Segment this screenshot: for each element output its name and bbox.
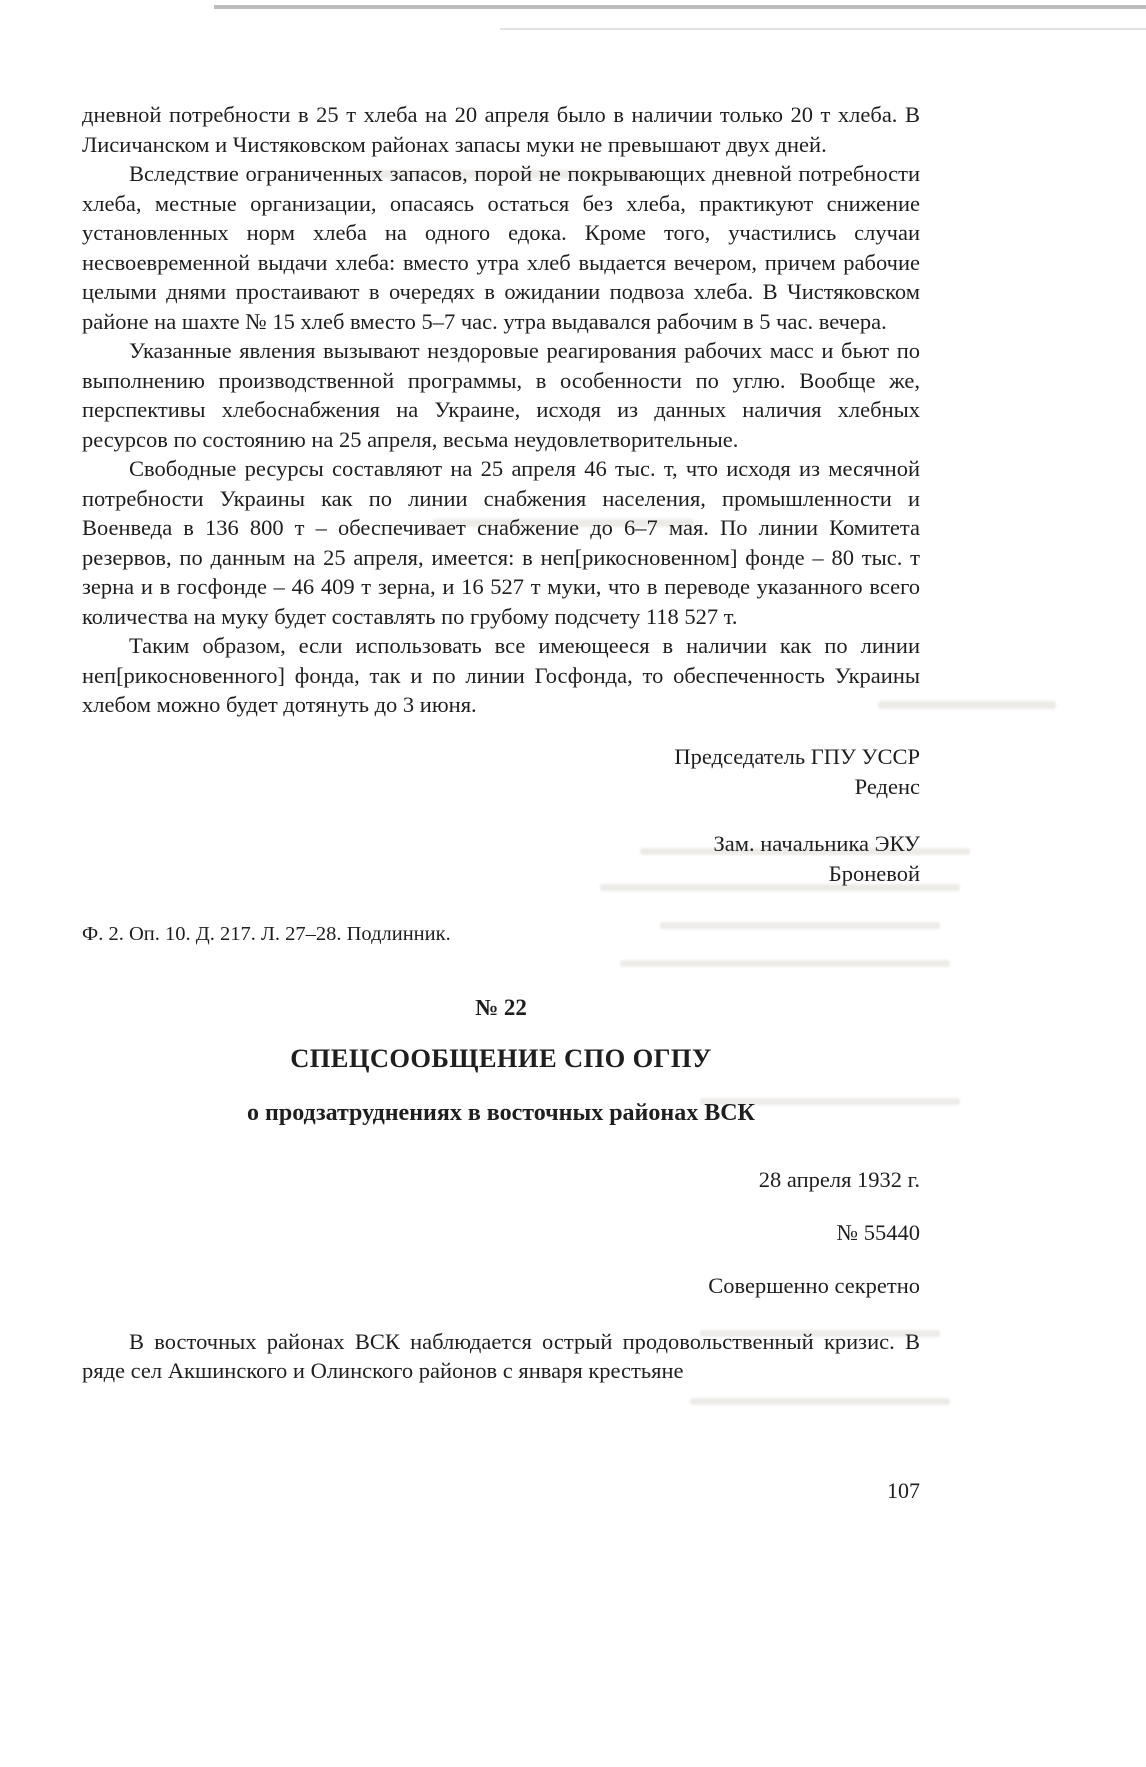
signature-title: Зам. начальника ЭКУ bbox=[713, 830, 920, 856]
paragraph: дневной потребности в 25 т хлеба на 20 апреля было в наличии только 20 т хлеба. В Лисичанском и Чистяковском районах запасы муки не превышают двух дней. bbox=[82, 102, 920, 157]
document-number-heading: № 22 bbox=[475, 994, 527, 1020]
paragraph: Свободные ресурсы составляют на 25 апреля 46 тыс. т, что исходя из месячной потребности Украины как по линии снабжения населения, промышленности и Военведа в 136 800 т – обеспечивает снабжение до 6–7 мая. По линии Комитета резервов, по данным на 25 апреля, имеется: в неп[рикосновенном] фонде – 80 тыс. т зерна и в госфонде – 46 409 т зерна, и 16 527 т муки, что в переводе указанного всего количества на муку будет составлять по грубому подсчету 118 527 т. bbox=[82, 456, 920, 629]
paragraph: Указанные явления вызывают нездоровые реагирования рабочих масс и бьют по выполнению производственной программы, в особенности по углю. Вообще же, перспективы хлебоснабжения на Украине, исходя из данных наличия хлебных ресурсов по состоянию на 25 апреля, весьма неудовлетворительные. bbox=[82, 338, 920, 452]
classification-label: Совершенно секретно bbox=[708, 1272, 920, 1298]
page-number: 107 bbox=[887, 1478, 920, 1503]
document-text-block bbox=[82, 100, 920, 1386]
signature-name: Реденс bbox=[854, 773, 920, 799]
scan-artifact-line bbox=[214, 5, 1146, 9]
document-title: СПЕЦСООБЩЕНИЕ СПО ОГПУ bbox=[290, 1042, 712, 1073]
document-ref-number: № 55440 bbox=[836, 1219, 920, 1245]
archive-reference: Ф. 2. Оп. 10. Д. 217. Л. 27–28. Подлинник. bbox=[82, 922, 451, 945]
signature-title: Председатель ГПУ УССР bbox=[674, 743, 920, 769]
signature bbox=[82, 829, 920, 889]
paragraph: В восточных районах ВСК наблюдается острый продовольственный кризис. В ряде сел Акшинского и Олинского районов с января крестьяне bbox=[82, 1328, 920, 1383]
document-date: 28 апреля 1932 г. bbox=[758, 1166, 920, 1192]
scan-artifact-line bbox=[500, 28, 1146, 30]
paragraph: Таким образом, если использовать все имеющееся в наличии как по линии неп[рикосновенного] фонда, так и по линии Госфонда, то обеспеченность Украины хлебом можно будет дотянуть до 3 июня. bbox=[82, 633, 920, 717]
signature bbox=[82, 742, 920, 802]
bleed-through-artifact bbox=[690, 1398, 950, 1405]
signature-name: Броневой bbox=[828, 860, 920, 886]
signature-block bbox=[82, 742, 920, 889]
document-subtitle: о продзатруднениях в восточных районах ВСК bbox=[247, 1099, 755, 1126]
paragraph: Вследствие ограниченных запасов, порой не покрывающих дневной потребности хлеба, местные организации, опасаясь остаться без хлеба, практикуют снижение установленных норм хлеба на одного едока. Кроме того, участились случаи несвоевременной выдачи хлеба: вместо утра хлеб выдается вечером, причем рабочие целыми днями простаивают в очередях в ожидании подвоза хлеба. В Чистяковском районе на шахте № 15 хлеб вместо 5–7 час. утра выдавался рабочим в 5 час. вечера. bbox=[82, 161, 920, 334]
